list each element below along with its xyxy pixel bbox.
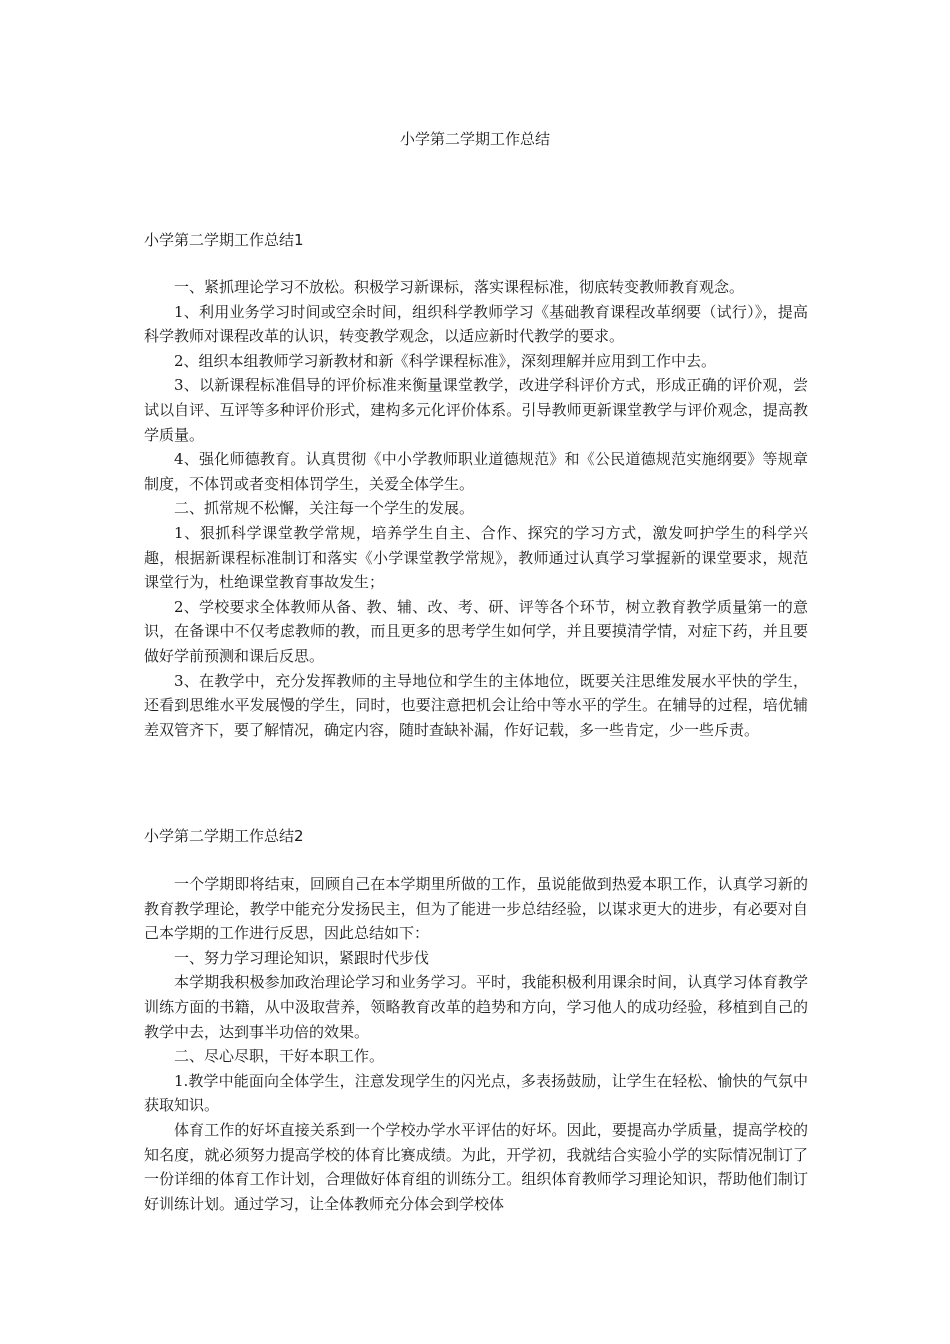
paragraph: 一个学期即将结束，回顾自己在本学期里所做的工作，虽说能做到热爱本职工作，认真学习新的教育教学理论，教学中能充分发扬民主，但为了能进一步总结经验，以谋求更大的进步，有必要对自己本学期的工作进行反思，因此总结如下： (144, 875, 808, 943)
paragraph: 一、努力学习理论知识，紧跟时代步伐 (174, 948, 430, 967)
document-title: 小学第二学期工作总结 (399, 130, 550, 148)
paragraph: 2、组织本组教师学习新教材和新《科学课程标准》，深刻理解并应用到工作中去。 (174, 351, 717, 370)
paragraph: 本学期我积极参加政治理论学习和业务学习。平时，我能积极利用课余时间，认真学习体育教学训练方面的书籍，从中汲取营养，领略教育改革的趋势和方向，学习他人的成功经验，移植到自己的教学中去，达到事半功倍的效果。 (144, 973, 808, 1041)
paragraph: 1.教学中能面向全体学生，注意发现学生的闪光点，多表扬鼓励，让学生在轻松、愉快的气氛中获取知识。 (144, 1071, 808, 1115)
paragraph: 二、尽心尽职，干好本职工作。 (174, 1047, 385, 1066)
paragraph: 1、狠抓科学课堂教学常规，培养学生自主、合作、探究的学习方式，激发呵护学生的科学兴趣，根据新课程标准制订和落实《小学课堂教学常规》，教师通过认真学习掌握新的课堂要求，规范课堂行为，杜绝课堂教育事故发生； (144, 523, 808, 592)
paragraph: 一、紧抓理论学习不放松。积极学习新课标，落实课程标准，彻底转变教师教育观念。 (174, 278, 745, 296)
paragraph: 体育工作的好坏直接关系到一个学校办学水平评估的好坏。因此，要提高办学质量，提高学校的知名度，就必须努力提高学校的体育比赛成绩。为此，开学初，我就结合实验小学的实际情况制订了一份详细的体育工作计划，合理做好体育组的训练分工。组织体育教师学习理论知识，帮助他们制订好训练计划。通过学习，让全体教师充分体会到学校体 (144, 1120, 808, 1213)
paragraph: 1、利用业务学习时间或空余时间，组织科学教师学习《基础教育课程改革纲要（试行）》，提高科学教师对课程改革的认识，转变教学观念，以适应新时代教学的要求。 (144, 302, 808, 346)
section-heading-2: 小学第二学期工作总结2 (144, 827, 304, 845)
paragraph: 3、以新课程标准倡导的评价标准来衡量课堂教学，改进学科评价方式，形成正确的评价观，尝试以自评、互评等多种评价形式，建构多元化评价体系。引导教师更新课堂教学与评价观念，提高教学质量。 (144, 376, 808, 444)
paragraph: 2、学校要求全体教师从备、教、辅、改、考、研、评等各个环节，树立教育教学质量第一的意识，在备课中不仅考虑教师的教，而且更多的思考学生如何学，并且要摸清学情，对症下药，并且要做好学前预测和课后反思。 (144, 597, 808, 665)
section-heading-1: 小学第二学期工作总结1 (144, 231, 304, 249)
paragraph: 3、在教学中，充分发挥教师的主导地位和学生的主体地位，既要关注思维发展水平快的学生，还看到思维水平发展慢的学生，同时，也要注意把机会让给中等水平的学生。在辅导的过程，培优辅差双管齐下，要了解情况，确定内容，随时查缺补漏，作好记载，多一些肯定，少一些斥责。 (144, 671, 808, 739)
section-body-1 (144, 275, 808, 742)
section-body-2 (144, 872, 808, 1216)
paragraph: 二、抓常规不松懈，关注每一个学生的发展。 (174, 499, 475, 518)
paragraph: 4、强化师德教育。认真贯彻《中小学教师职业道德规范》和《公民道德规范实施纲要》等规章制度，不体罚或者变相体罚学生，关爱全体学生。 (144, 450, 808, 493)
